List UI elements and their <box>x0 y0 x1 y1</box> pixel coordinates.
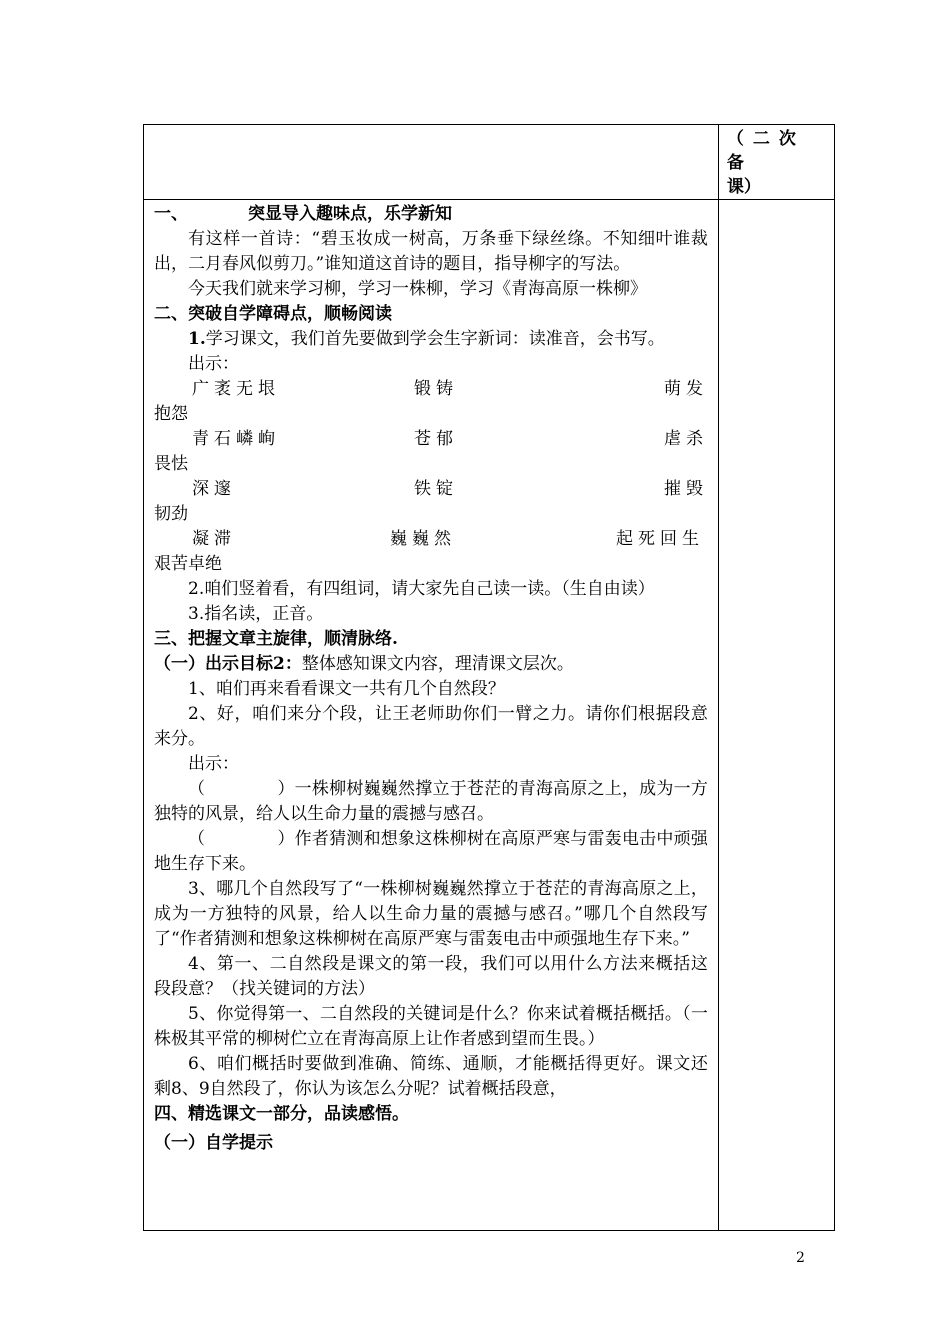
word-item: 锻铸 <box>414 379 458 399</box>
section-1-paragraph-2: 今天我们就来学习柳，学习一株柳，学习《青海高原一株柳》 <box>188 279 647 299</box>
word-item: 韧劲 <box>154 504 188 524</box>
lesson-content-cell <box>144 200 719 1231</box>
word-item: 虐杀 <box>664 429 708 449</box>
word-row-4 <box>154 527 708 552</box>
lesson-plan-table <box>143 124 835 1231</box>
section-2-heading: 二、突破自学障碍点，顺畅阅读 <box>154 304 392 324</box>
section-3-question-1: 1、咱们再来看看课文一共有几个自然段？ <box>188 679 505 699</box>
word-row-3-wrap <box>154 502 708 527</box>
word-item: 铁锭 <box>414 479 458 499</box>
section-1-paragraph-1: 有这样一首诗：“碧玉妆成一树高，万条垂下绿丝绦。不知细叶谁裁出，二月春风似剪刀。”谁知道这首诗的题目，指导柳字的写法。 <box>154 229 708 274</box>
word-item: 青石嶙峋 <box>192 429 280 449</box>
word-item: 深邃 <box>192 479 236 499</box>
word-row-4-wrap <box>154 552 708 577</box>
word-row-1 <box>154 377 708 402</box>
secondary-prep-cell <box>718 200 834 1231</box>
word-item: 凝滞 <box>192 529 236 549</box>
section-2-step-number: 1. <box>188 329 206 349</box>
option-2-text: ）作者猜测和想象这株柳树在高原严寒与雷轰电击中顽强地生存下来。 <box>154 829 708 874</box>
section-3-question-4: 4、第一、二自然段是课文的第一段，我们可以用什么方法来概括这段段意？（找关键词的方法） <box>154 954 708 999</box>
option-1-text: ）一株柳树巍巍然撑立于苍茫的青海高原之上，成为一方独特的风景，给人以生命力量的震撼与感召。 <box>154 779 708 824</box>
section-2-paragraph-1 <box>154 327 708 352</box>
section-3-show-label: 出示： <box>188 754 239 774</box>
word-row-2 <box>154 427 708 452</box>
section-3-option-1 <box>154 777 708 827</box>
option-1-open-bracket: （ <box>188 779 206 799</box>
section-3-question-2: 2、好，咱们来分个段，让王老师助你们一臂之力。请你们根据段意来分。 <box>154 704 708 749</box>
section-3-goal-text: 整体感知课文内容，理清课文层次。 <box>301 654 574 674</box>
section-2-paragraph-3: 3.指名读，正音。 <box>188 604 324 624</box>
word-item: 广袤无垠 <box>192 379 280 399</box>
section-3-heading: 三、把握文章主旋律，顺清脉络. <box>154 629 398 649</box>
section-2-step-text: 学习课文，我们首先要做到学会生字新词：读准音，会书写。 <box>205 329 665 349</box>
section-1-heading <box>154 202 708 227</box>
section-3-goal <box>154 652 708 677</box>
section-3-question-3: 3、哪几个自然段写了“一株柳树巍巍然撑立于苍茫的青海高原之上，成为一方独特的风景，给人以生命力量的震撼与感召。”哪几个自然段写了“作者猜测和想象这株柳树在高原严寒与雷轰电击中顽强地生存下来。” <box>154 879 708 949</box>
header-side-cell <box>718 125 834 200</box>
section-2-show-label: 出示： <box>188 354 239 374</box>
word-item: 起死回生 <box>616 529 704 549</box>
word-row-3 <box>154 477 708 502</box>
section-1-number: 一、 <box>154 204 188 224</box>
table-body-row <box>144 200 835 1231</box>
table-header-row <box>144 125 835 200</box>
word-item: 萌发 <box>664 379 708 399</box>
section-3-question-5: 5、你觉得第一、二自然段的关键词是什么？你来试着概括概括。（一株极其平常的柳树伫立在青海高原上让作者感到望而生畏。） <box>154 1004 708 1049</box>
lesson-content <box>144 200 718 1156</box>
section-2-paragraph-2: 2.咱们竖着看，有四组词，请大家先自己读一读。（生自由读） <box>188 579 655 599</box>
word-row-1-wrap <box>154 402 708 427</box>
word-item: 畏怯 <box>154 454 188 474</box>
section-3-question-6: 6、咱们概括时要做到准确、简练、通顺，才能概括得更好。课文还剩8、9自然段了，你认为该怎么分呢？试着概括段意， <box>154 1054 708 1099</box>
word-item: 巍巍然 <box>390 529 456 549</box>
secondary-prep-label-line1: （二次备 <box>726 129 805 173</box>
section-4-heading: 四、精选课文一部分，品读感悟。 <box>154 1104 409 1124</box>
word-item: 艰苦卓绝 <box>154 554 222 574</box>
option-2-open-bracket: （ <box>188 829 206 849</box>
secondary-prep-label-line2: 课） <box>726 177 761 197</box>
section-3-option-2 <box>154 827 708 877</box>
header-main-cell <box>144 125 719 200</box>
word-row-2-wrap <box>154 452 708 477</box>
word-item: 抱怨 <box>154 404 188 424</box>
section-4-subheading: （一）自学提示 <box>154 1133 273 1153</box>
word-item: 摧毁 <box>664 479 708 499</box>
word-item: 苍郁 <box>414 429 458 449</box>
section-3-goal-label: （一）出示目标2： <box>154 654 302 674</box>
page-number: 2 <box>796 1250 805 1266</box>
section-1-title: 突显导入趣味点，乐学新知 <box>248 204 452 224</box>
